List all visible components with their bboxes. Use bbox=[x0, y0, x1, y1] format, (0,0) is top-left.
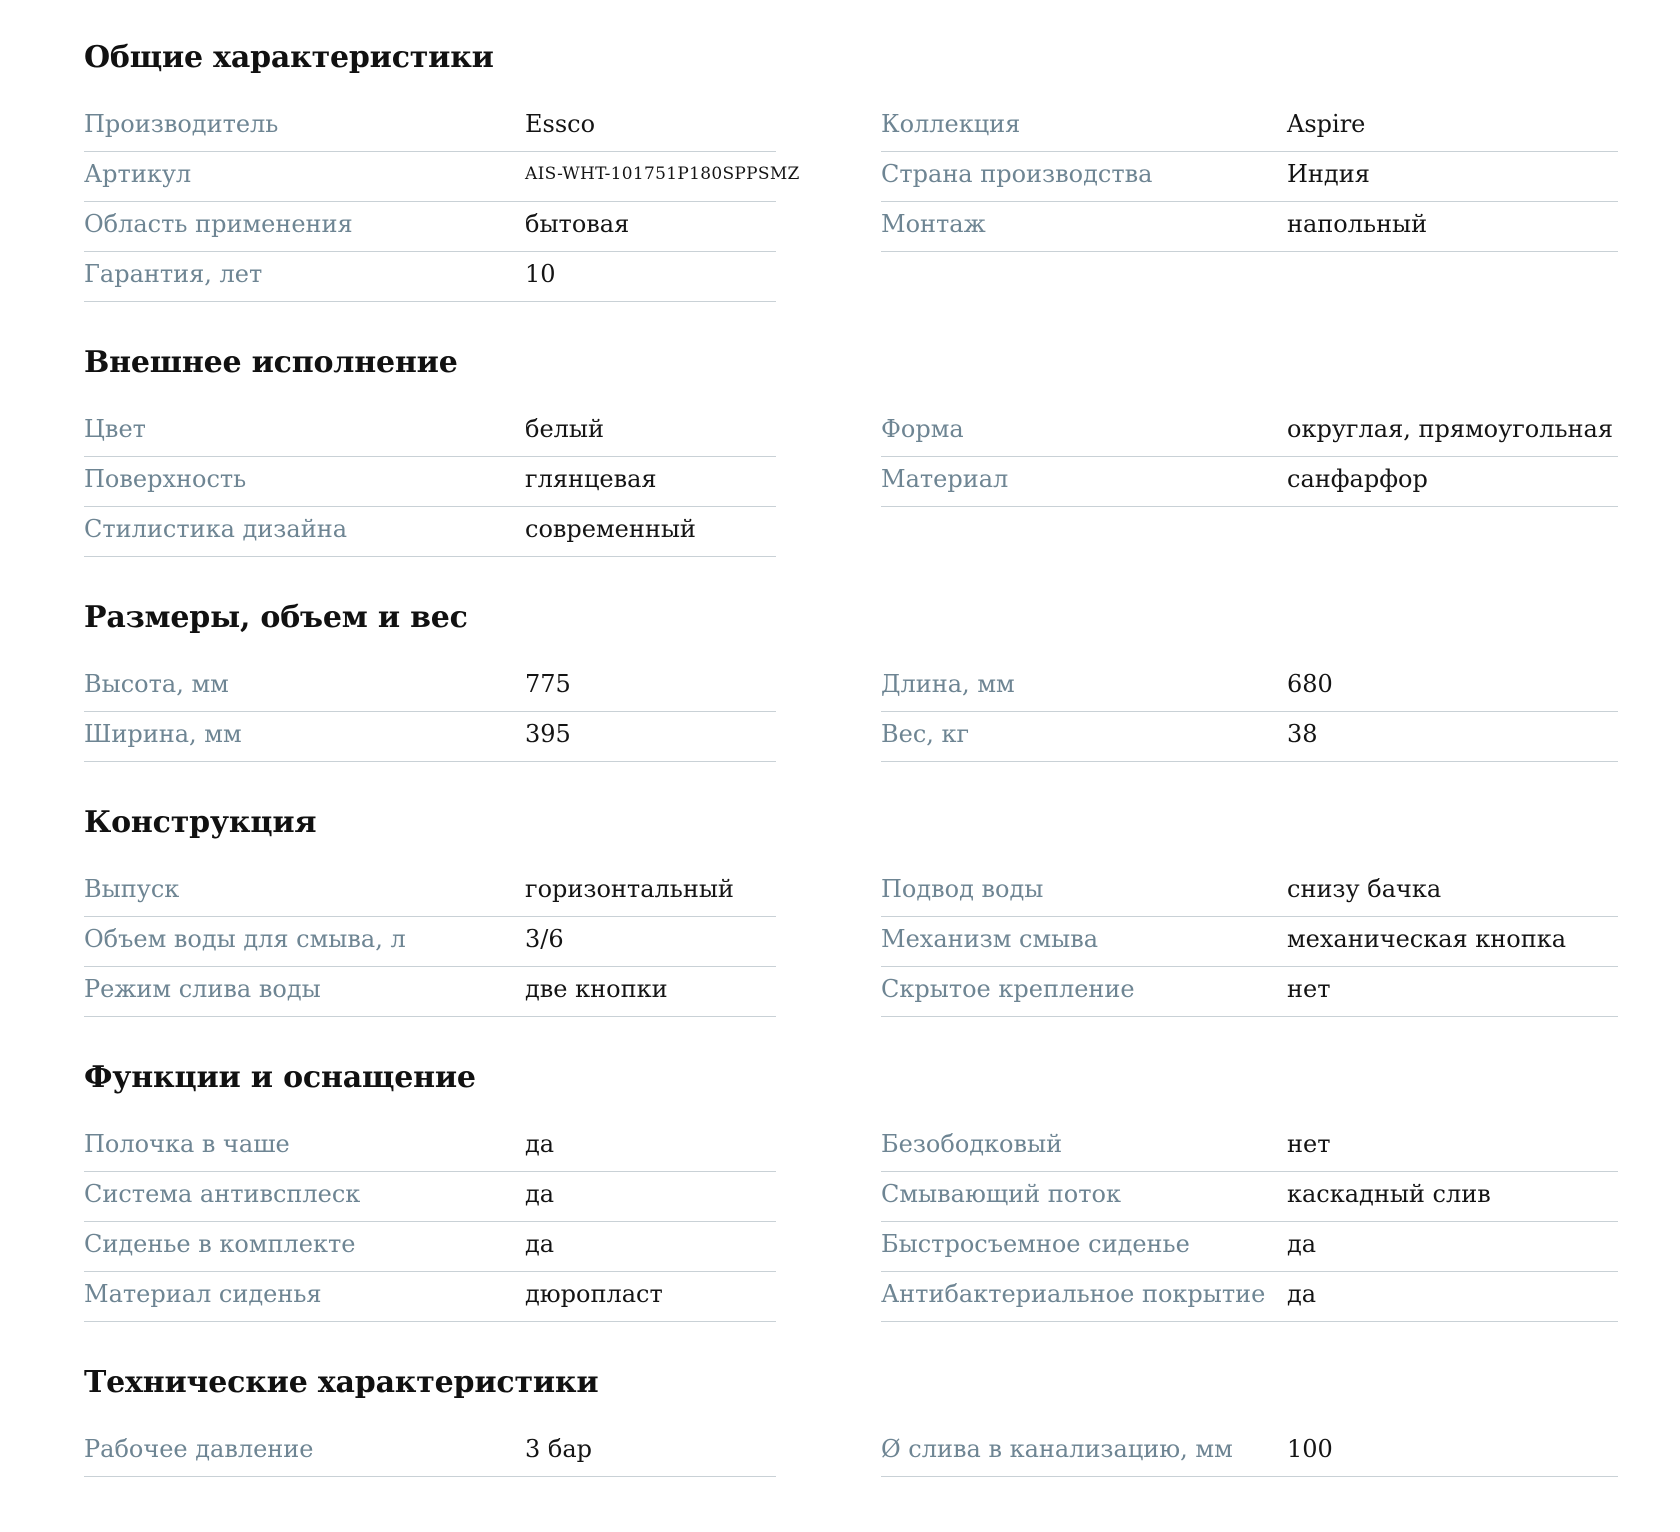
spec-row-flush-mechanism bbox=[881, 917, 1618, 967]
spec-label: Гарантия, лет bbox=[84, 260, 263, 288]
spec-label: Антибактериальное покрытие bbox=[881, 1280, 1266, 1308]
spec-label: Подвод воды bbox=[881, 875, 1044, 903]
spec-row-color bbox=[84, 407, 776, 457]
spec-row-water-inlet bbox=[881, 867, 1618, 917]
spec-label: Система антивсплеск bbox=[84, 1180, 361, 1208]
spec-label: Форма bbox=[881, 415, 964, 443]
spec-value: 3 бар bbox=[525, 1435, 593, 1463]
section-title: Функции и оснащение bbox=[84, 1060, 476, 1095]
spec-label: Ширина, мм bbox=[84, 720, 242, 748]
spec-label: Ø слива в канализацию, мм bbox=[881, 1435, 1233, 1463]
spec-row-manufacturer bbox=[84, 102, 776, 152]
section-dimensions bbox=[84, 600, 1620, 762]
spec-column-left bbox=[84, 867, 776, 1017]
spec-row-length bbox=[881, 662, 1618, 712]
spec-row-collection bbox=[881, 102, 1618, 152]
spec-label: Смывающий поток bbox=[881, 1180, 1121, 1208]
spec-value: современный bbox=[525, 515, 696, 543]
spec-columns bbox=[84, 867, 1620, 1017]
spec-value: каскадный слив bbox=[1287, 1180, 1491, 1208]
spec-label: Стилистика дизайна bbox=[84, 515, 348, 543]
spec-value: 38 bbox=[1287, 720, 1318, 748]
spec-row-article bbox=[84, 152, 800, 202]
spec-value: Aspire bbox=[1287, 110, 1366, 138]
spec-label: Объем воды для смыва, л bbox=[84, 925, 406, 953]
spec-label: Область применения bbox=[84, 210, 353, 238]
spec-column-left bbox=[84, 407, 776, 557]
spec-value: дюропласт bbox=[525, 1280, 663, 1308]
spec-value: 3/6 bbox=[525, 925, 564, 953]
spec-value: глянцевая bbox=[525, 465, 657, 493]
spec-label: Выпуск bbox=[84, 875, 180, 903]
spec-row-seat-included bbox=[84, 1222, 776, 1272]
spec-label: Монтаж bbox=[881, 210, 986, 238]
spec-value: нет bbox=[1287, 975, 1331, 1003]
spec-row-seat-material bbox=[84, 1272, 776, 1322]
spec-label: Коллекция bbox=[881, 110, 1021, 138]
spec-label: Быстросъемное сиденье bbox=[881, 1230, 1190, 1258]
spec-row-drain-diameter bbox=[881, 1427, 1618, 1477]
spec-columns bbox=[84, 1122, 1620, 1322]
spec-value: снизу бачка bbox=[1287, 875, 1442, 903]
spec-value: бытовая bbox=[525, 210, 630, 238]
specifications bbox=[84, 0, 1620, 1477]
spec-value: да bbox=[525, 1130, 555, 1158]
spec-value: две кнопки bbox=[525, 975, 668, 1003]
spec-row-shape bbox=[881, 407, 1618, 457]
spec-row-bowl-shelf bbox=[84, 1122, 776, 1172]
spec-value: санфарфор bbox=[1287, 465, 1428, 493]
spec-column-right bbox=[881, 867, 1618, 1017]
section-technical bbox=[84, 1365, 1620, 1477]
spec-row-antibacterial bbox=[881, 1272, 1618, 1322]
spec-column-right bbox=[881, 407, 1618, 557]
section-title: Общие характеристики bbox=[84, 40, 494, 75]
spec-columns bbox=[84, 1427, 1620, 1477]
spec-row-country bbox=[881, 152, 1618, 202]
section-general bbox=[84, 40, 1620, 302]
spec-label: Цвет bbox=[84, 415, 146, 443]
spec-row-warranty bbox=[84, 252, 776, 302]
spec-label: Безободковый bbox=[881, 1130, 1063, 1158]
spec-value: Essco bbox=[525, 110, 596, 138]
spec-row-height bbox=[84, 662, 776, 712]
spec-columns bbox=[84, 102, 1620, 302]
spec-label: Режим слива воды bbox=[84, 975, 321, 1003]
section-features bbox=[84, 1060, 1620, 1322]
spec-value: AIS-WHT-101751P180SPPSMZ bbox=[525, 164, 800, 184]
spec-column-left bbox=[84, 662, 776, 762]
section-title: Внешнее исполнение bbox=[84, 345, 458, 380]
spec-row-application bbox=[84, 202, 776, 252]
spec-row-quick-release-seat bbox=[881, 1222, 1618, 1272]
section-title: Размеры, объем и вес bbox=[84, 600, 468, 635]
spec-value: 775 bbox=[525, 670, 571, 698]
spec-value: 680 bbox=[1287, 670, 1333, 698]
spec-value: нет bbox=[1287, 1130, 1331, 1158]
spec-value: 395 bbox=[525, 720, 571, 748]
spec-column-right bbox=[881, 662, 1618, 762]
section-title: Конструкция bbox=[84, 805, 317, 840]
spec-column-right bbox=[881, 1427, 1618, 1477]
section-title: Технические характеристики bbox=[84, 1365, 599, 1400]
spec-label: Сиденье в комплекте bbox=[84, 1230, 356, 1258]
spec-columns bbox=[84, 662, 1620, 762]
spec-label: Поверхность bbox=[84, 465, 247, 493]
spec-value: механическая кнопка bbox=[1287, 925, 1567, 953]
spec-columns bbox=[84, 407, 1620, 557]
spec-row-anti-splash bbox=[84, 1172, 776, 1222]
spec-label: Рабочее давление bbox=[84, 1435, 314, 1463]
spec-row-flush-flow bbox=[881, 1172, 1618, 1222]
spec-label: Артикул bbox=[84, 160, 192, 188]
spec-value: да bbox=[525, 1230, 555, 1258]
spec-value: горизонтальный bbox=[525, 875, 734, 903]
spec-value: напольный bbox=[1287, 210, 1428, 238]
spec-row-flush-mode bbox=[84, 967, 776, 1017]
spec-row-outlet bbox=[84, 867, 776, 917]
spec-value: белый bbox=[525, 415, 604, 443]
spec-row-rimless bbox=[881, 1122, 1618, 1172]
spec-row-weight bbox=[881, 712, 1618, 762]
spec-label: Вес, кг bbox=[881, 720, 970, 748]
spec-value: 100 bbox=[1287, 1435, 1333, 1463]
spec-label: Производитель bbox=[84, 110, 279, 138]
section-appearance bbox=[84, 345, 1620, 557]
spec-label: Механизм смыва bbox=[881, 925, 1099, 953]
spec-label: Материал сиденья bbox=[84, 1280, 322, 1308]
spec-value: да bbox=[1287, 1280, 1317, 1308]
spec-label: Полочка в чаше bbox=[84, 1130, 290, 1158]
spec-value: да bbox=[1287, 1230, 1317, 1258]
spec-value: да bbox=[525, 1180, 555, 1208]
spec-value: 10 bbox=[525, 260, 556, 288]
spec-value: округлая, прямоугольная bbox=[1287, 415, 1613, 443]
spec-label: Материал bbox=[881, 465, 1009, 493]
spec-row-working-pressure bbox=[84, 1427, 776, 1477]
spec-row-material bbox=[881, 457, 1618, 507]
spec-label: Скрытое крепление bbox=[881, 975, 1135, 1003]
spec-row-flush-volume bbox=[84, 917, 776, 967]
spec-label: Длина, мм bbox=[881, 670, 1015, 698]
spec-label: Высота, мм bbox=[84, 670, 229, 698]
spec-row-width bbox=[84, 712, 776, 762]
spec-row-design-style bbox=[84, 507, 776, 557]
section-construction bbox=[84, 805, 1620, 1017]
spec-column-right bbox=[881, 1122, 1618, 1322]
spec-column-right bbox=[881, 102, 1618, 302]
spec-row-hidden-mounting bbox=[881, 967, 1618, 1017]
spec-row-mounting bbox=[881, 202, 1618, 252]
spec-column-left bbox=[84, 102, 800, 302]
spec-column-left bbox=[84, 1427, 776, 1477]
spec-row-surface bbox=[84, 457, 776, 507]
spec-label: Страна производства bbox=[881, 160, 1153, 188]
spec-column-left bbox=[84, 1122, 776, 1322]
spec-value: Индия bbox=[1287, 160, 1370, 188]
